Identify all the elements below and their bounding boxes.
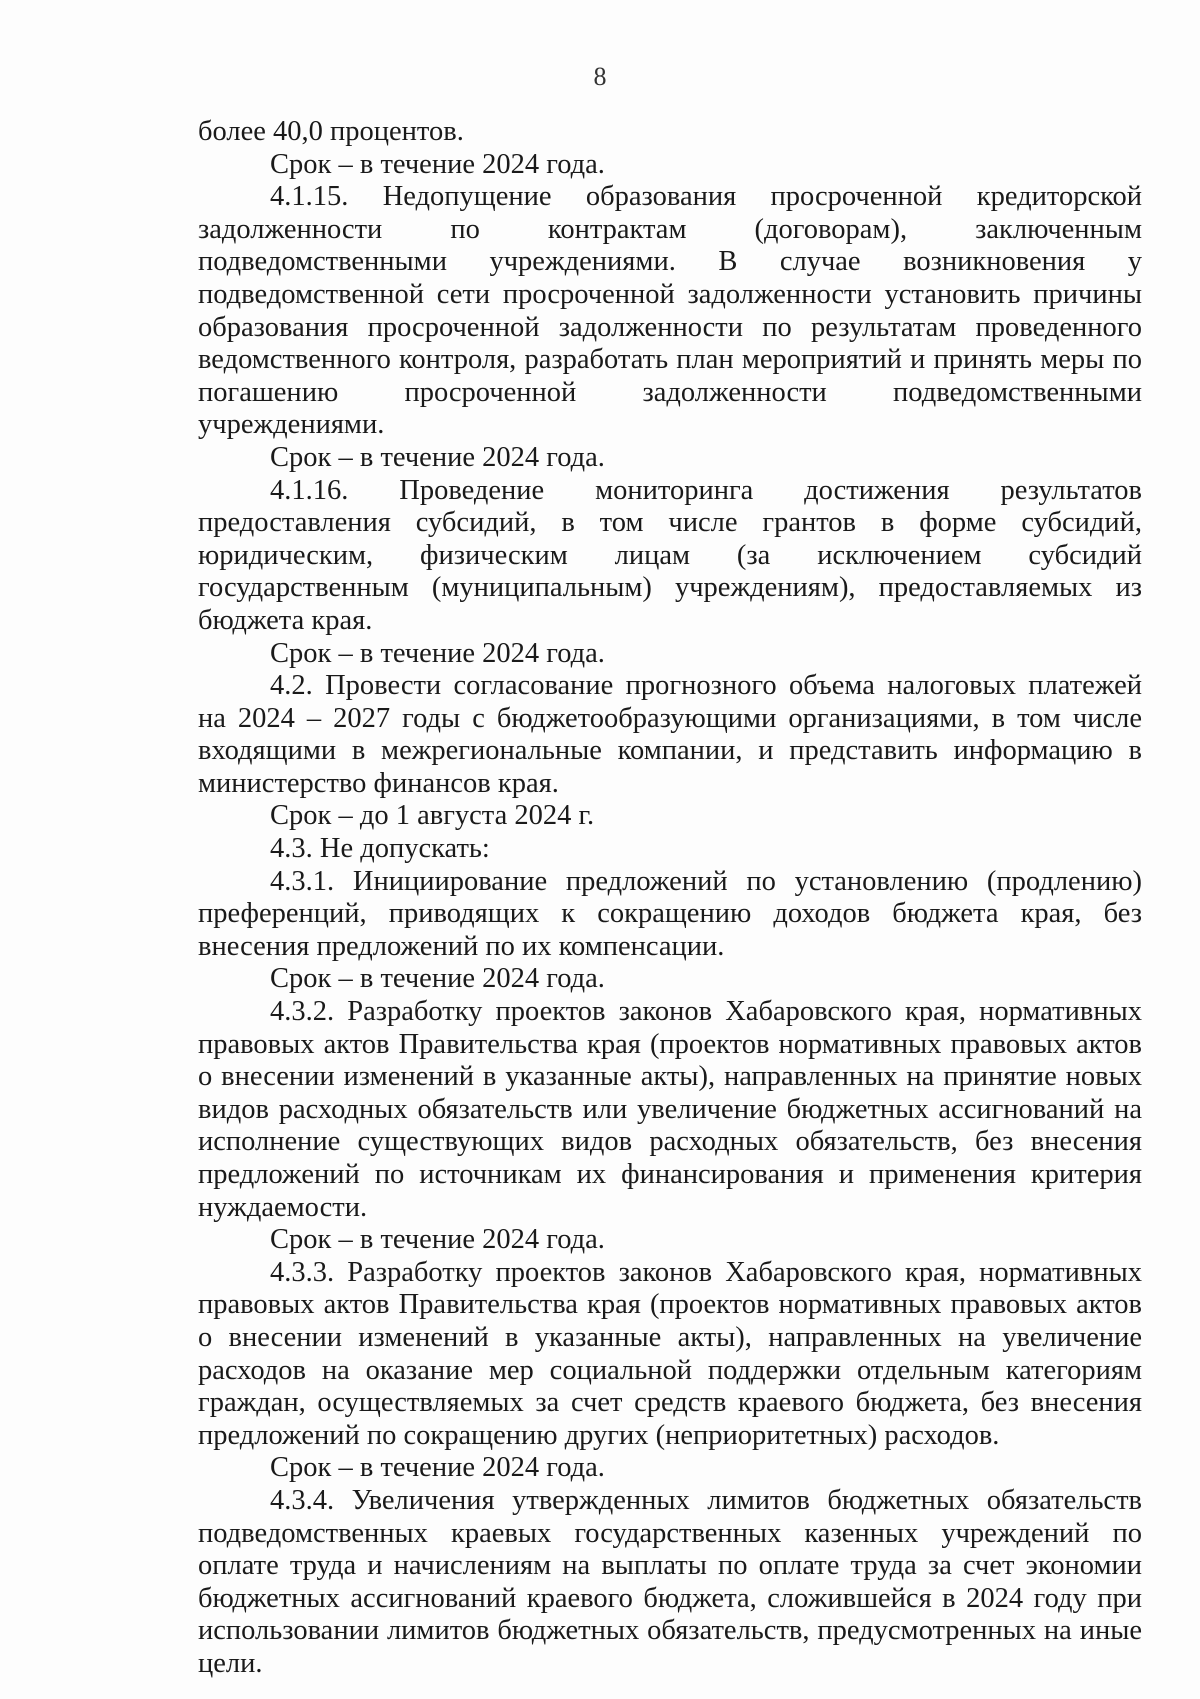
- document-body: [198, 116, 1142, 1681]
- page-number: 8: [593, 62, 607, 91]
- deadline-paragraph: Срок – в течение 2024 года.: [270, 963, 605, 995]
- clause-paragraph: 4.3.2. Разработку проектов законов Хабаровского края, нормативных правовых актов Правительства края (проектов нормативных правовых актов о внесении изменений в указанные акты), направленных на принятие новых видов расходных обязательств или увеличение бюджетных ассигнований на исполнение существующих видов расходных обязательств, без внесения предложений по источникам их финансирования и применения критерия нуждаемости.: [198, 996, 1142, 1223]
- clause-paragraph: 4.1.16. Проведение мониторинга достижения результатов предоставления субсидий, в том числе грантов в форме субсидий, юридическим, физическим лицам (за исключением субсидий государственным (муниципальным) учреждениям), предоставляемых из бюджета края.: [198, 474, 1142, 636]
- deadline-paragraph: Срок – в течение 2024 года.: [270, 637, 605, 669]
- deadline-paragraph: Срок – до 1 августа 2024 г.: [270, 800, 595, 832]
- clause-paragraph: 4.3.4. Увеличения утвержденных лимитов бюджетных обязательств подведомственных краевых государственных казенных учреждений по оплате труда и начислениям на выплаты по оплате труда за счет экономии бюджетных ассигнований краевого бюджета, сложившейся в 2024 году при использовании лимитов бюджетных обязательств, предусмотренных на иные цели.: [198, 1484, 1142, 1679]
- deadline-paragraph: Срок – в течение 2024 года.: [270, 148, 605, 180]
- continuation-paragraph: более 40,0 процентов.: [198, 116, 464, 147]
- clause-paragraph: 4.1.15. Недопущение образования просроченной кредиторской задолженности по контрактам (договорам), заключенным подведомственными учреждениями. В случае возникновения у подведомственной сети просроченной задолженности установить причины образования просроченной задолженности по результатам проведенного ведомственного контроля, разработать план мероприятий и принять меры по погашению просроченной задолженности подведомственными учреждениями.: [198, 181, 1142, 441]
- clause-paragraph: 4.3.1. Инициирование предложений по установлению (продлению) преференций, приводящих к сокращению доходов бюджета края, без внесения предложений по их компенсации.: [198, 865, 1142, 962]
- deadline-paragraph: Срок – в течение 2024 года.: [270, 1224, 605, 1256]
- deadline-paragraph: Срок – в течение 2024 года.: [270, 441, 605, 473]
- deadline-paragraph: Срок – в течение 2024 года.: [270, 1452, 605, 1484]
- deadline-paragraph: 4.3. Не допускать:: [270, 833, 490, 865]
- clause-paragraph: 4.2. Провести согласование прогнозного объема налоговых платежей на 2024 – 2027 годы с бюджетообразующими организациями, в том числе входящими в межрегиональные компании, и представить информацию в министерство финансов края.: [198, 670, 1142, 799]
- clause-paragraph: 4.3.3. Разработку проектов законов Хабаровского края, нормативных правовых актов Правительства края (проектов нормативных правовых актов о внесении изменений в указанные акты), направленных на увеличение расходов на оказание мер социальной поддержки отдельным категориям граждан, осуществляемых за счет средств краевого бюджета, без внесения предложений по сокращению других (неприоритетных) расходов.: [198, 1256, 1142, 1451]
